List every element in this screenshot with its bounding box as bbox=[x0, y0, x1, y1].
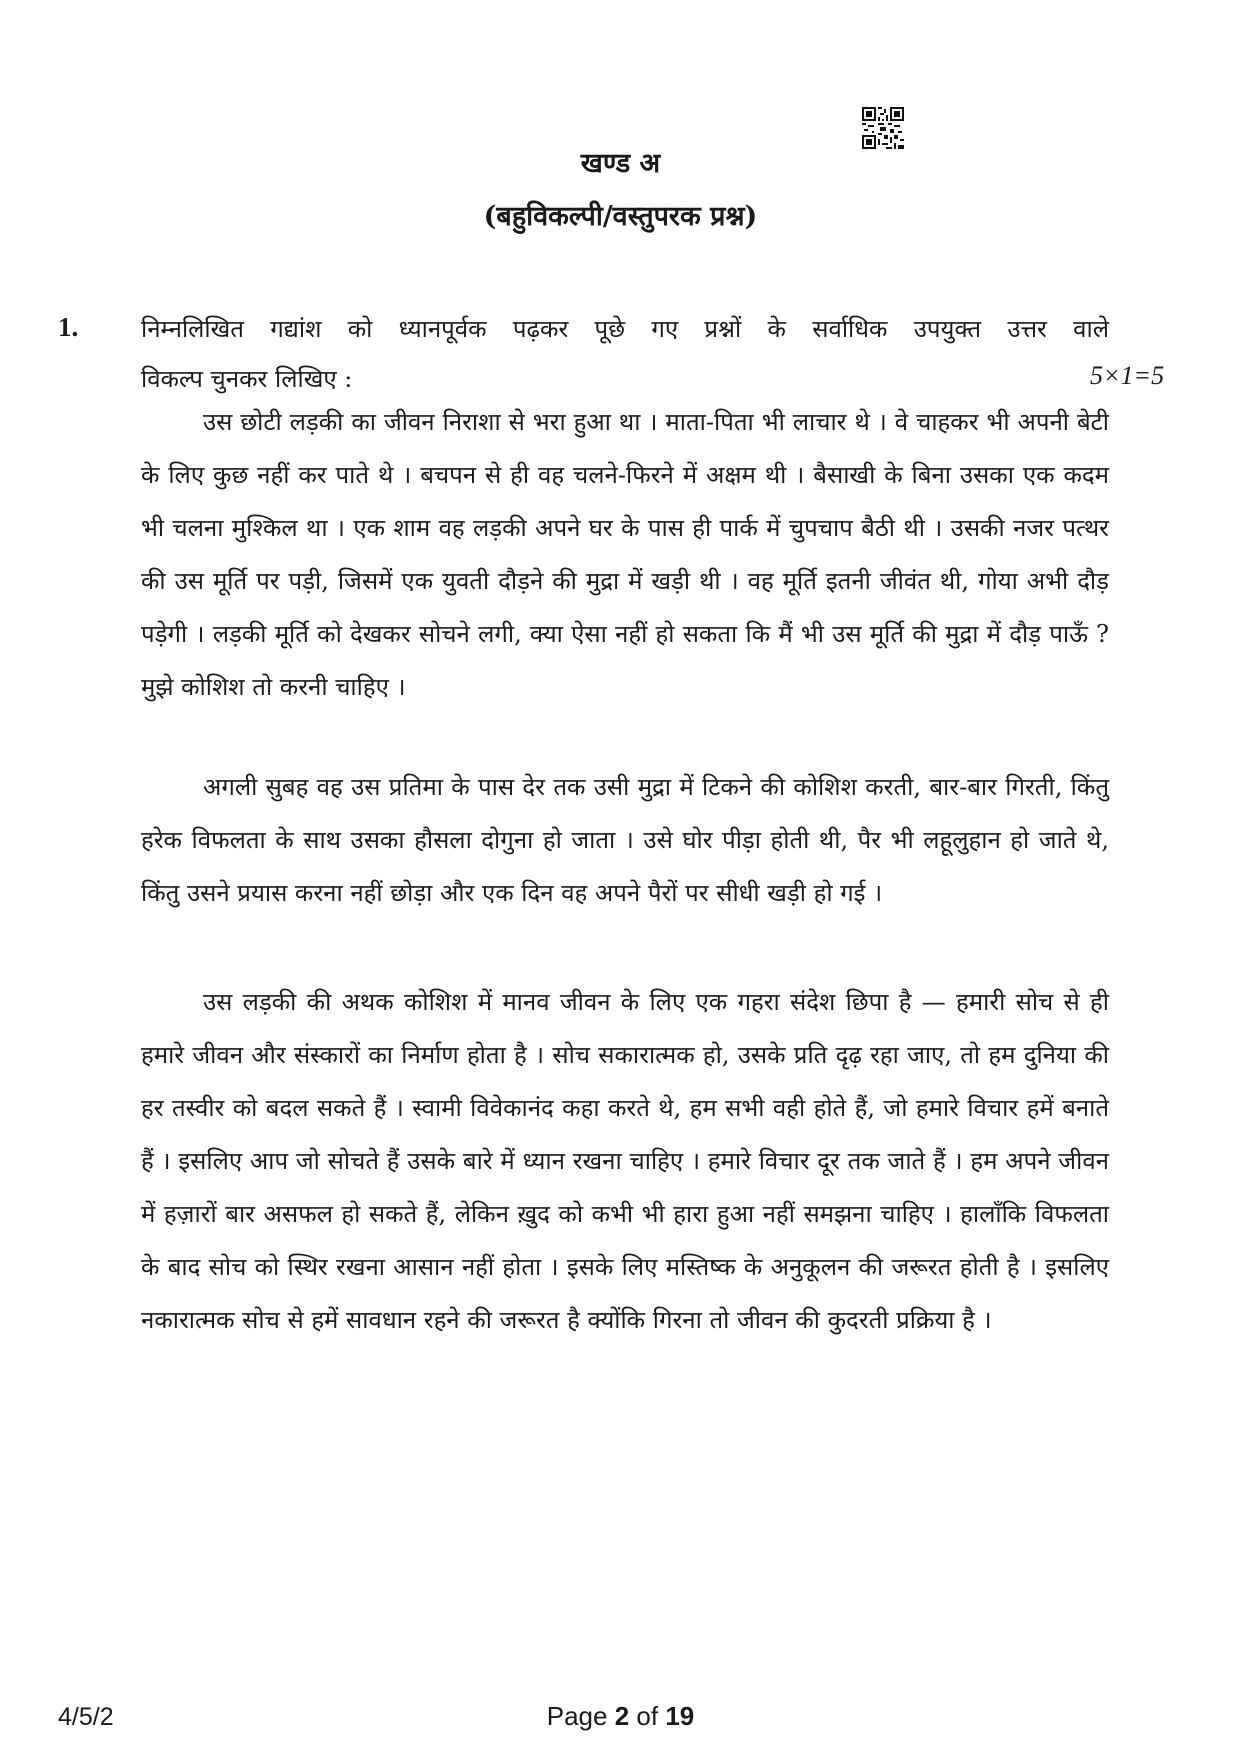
passage-paragraph-3 bbox=[141, 976, 1109, 1347]
question-number: 1. bbox=[58, 312, 79, 342]
paper-code: 4/5/2 bbox=[58, 1703, 114, 1731]
page-current: 2 bbox=[614, 1701, 630, 1731]
question-instruction-continued: विकल्प चुनकर लिखिए : bbox=[141, 365, 353, 393]
page-of-label: of bbox=[629, 1701, 666, 1731]
passage-paragraph-2 bbox=[141, 761, 1109, 920]
paragraph-text: अगली सुबह वह उस प्रतिमा के पास देर तक उसी मुद्रा में टिकने की कोशिश करती, बार-बार गिरती, किंतु हरेक विफलता के साथ उसका हौसला दोगुना हो जाता । उसे घोर पीड़ा होती थी, पैर भी लहूलुहान हो जाते थे, किंतु उसने प्रयास करना नहीं छोड़ा और एक दिन वह अपने पैरों पर सीधी खड़ी हो गई । bbox=[141, 773, 1109, 907]
paragraph-text: उस लड़की की अथक कोशिश में मानव जीवन के लिए एक गहरा संदेश छिपा है — हमारी सोच से ही हमारे जीवन और संस्कारों का निर्माण होता है । सोच सकारात्मक हो, उसके प्रति दृढ़ रहा जाए, तो हम दुनिया की हर तस्वीर को बदल सकते हैं । स्वामी विवेकानंद कहा करते थे, हम सभी वही होते हैं, जो हमारे विचार हमें बनाते हैं । इसलिए आप जो सोचते हैं उसके बारे में ध्यान रखना चाहिए । हमारे विचार दूर तक जाते हैं । हम अपने जीवन में हज़ारों बार असफल हो सकते हैं, लेकिन ख़ुद को कभी भी हारा हुआ नहीं समझना चाहिए । हालाँकि विफलता के बाद सोच को स्थिर रखना आसान नहीं होता । इसके लिए मस्तिष्क के अनुकूलन की जरूरत होती है । इसलिए नकारात्मक सोच से हमें सावधान रहने की जरूरत है क्योंकि गिरना तो जीवन की कुदरती प्रक्रिया है । bbox=[141, 988, 1109, 1334]
page-total: 19 bbox=[665, 1701, 695, 1731]
paragraph-text: उस छोटी लड़की का जीवन निराशा से भरा हुआ था । माता-पिता भी लाचार थे । वे चाहकर भी अपनी बेटी के लिए कुछ नहीं कर पाते थे । बचपन से ही वह चलने-फिरने में अक्षम थी । बैसाखी के बिना उसका एक कदम भी चलना मुश्किल था । एक शाम वह लड़की अपने घर के पास ही पार्क में चुपचाप बैठी थी । उसकी नजर पत्थर की उस मूर्ति पर पड़ी, जिसमें एक युवती दौड़ने की मुद्रा में खड़ी थी । वह मूर्ति इतनी जीवंत थी, गोया अभी दौड़ पड़ेगी । लड़की मूर्ति को देखकर सोचने लगी, क्या ऐसा नहीं हो सकता कि मैं भी उस मूर्ति की मुद्रा में दौड़ पाऊँ ? मुझे कोशिश तो करनी चाहिए । bbox=[141, 408, 1109, 701]
section-heading: खण्ड अ bbox=[580, 148, 661, 179]
page-label: Page bbox=[546, 1701, 615, 1731]
marks-allocation: 5×1=5 bbox=[1090, 361, 1165, 390]
passage-paragraph-1 bbox=[141, 396, 1109, 714]
page-number bbox=[0, 1701, 1241, 1732]
question-instruction: निम्नलिखित गद्यांश को ध्यानपूर्वक पढ़कर पूछे गए प्रश्नों के सर्वाधिक उपयुक्त उत्तर वाले bbox=[141, 315, 1109, 343]
section-subtitle: (बहुविकल्पी/वस्तुपरक प्रश्न) bbox=[483, 201, 758, 232]
